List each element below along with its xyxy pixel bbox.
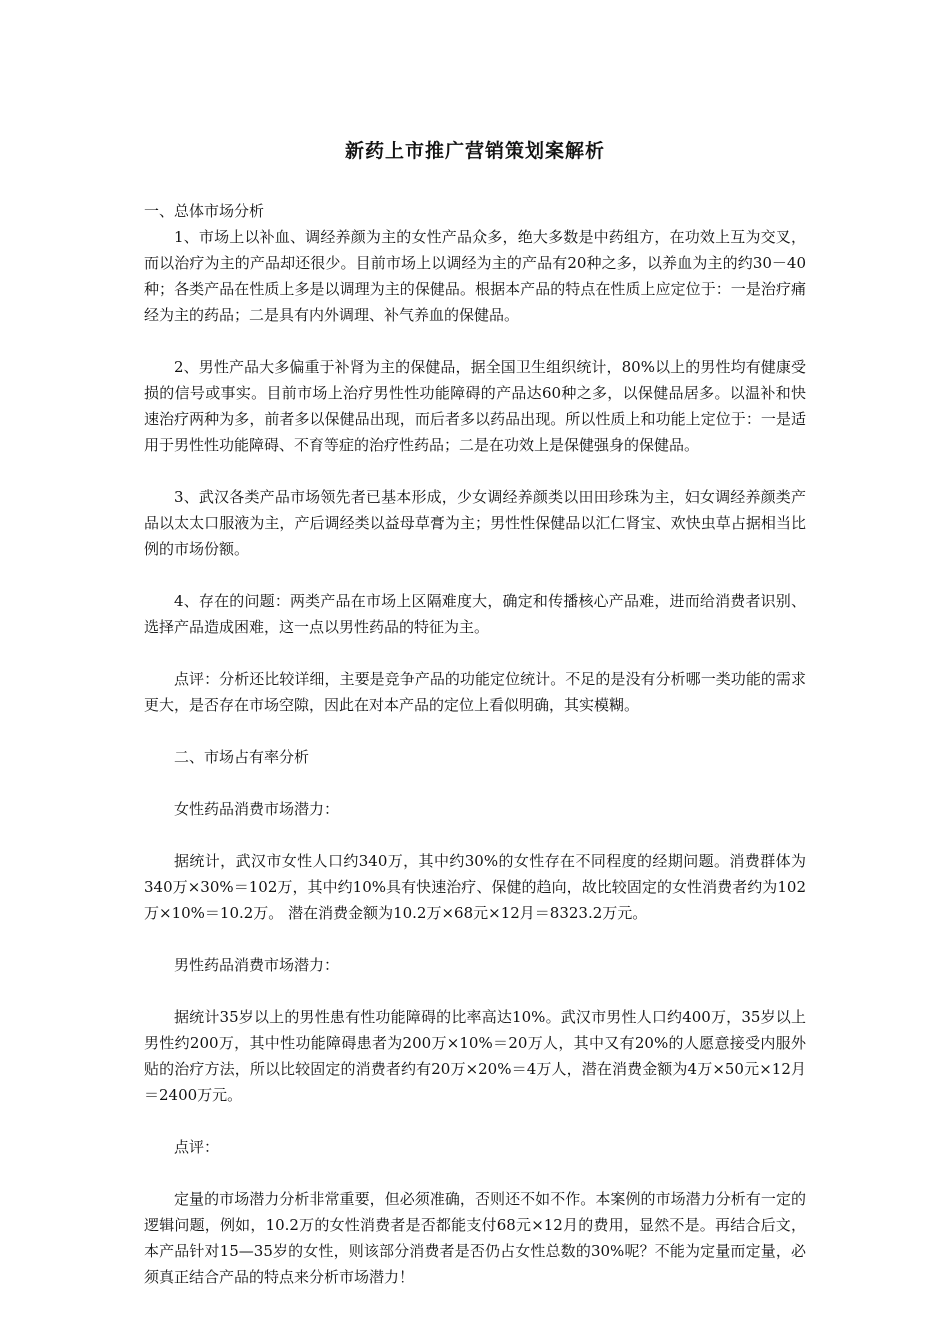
paragraph-female-products: 1、市场上以补血、调经养颜为主的女性产品众多，绝大多数是中药组方，在功效上互为交叉，而以治疗为主的产品却还很少。目前市场上以调经为主的产品有20种之多，以养血为主的约30－40种；各类产品在性质上多是以调理为主的保健品。根据本产品的特点在性质上应定位于：一是治疗痛经为主的药品；二是具有内外调理、补气养血的保健品。 [144,228,806,324]
paragraph-gap [144,770,806,796]
section-heading-market-analysis: 一、总体市场分析 [144,202,265,220]
paragraph-gap [144,926,806,952]
paragraph-male-products: 2、男性产品大多偏重于补肾为主的保健品，据全国卫生组织统计，80%以上的男性均有健康受损的信号或事实。目前市场上治疗男性性功能障碍的产品达60种之多，以保健品居多。以温补和快速治疗两种为多，前者多以保健品出现，而后者多以药品出现。所以性质上和功能上定位于：一是适用于男性性功能障碍、不育等症的治疗性药品；二是在功效上是保健强身的保健品。 [144,358,806,454]
document-title: 新药上市推广营销策划案解析 [344,140,605,162]
paragraph-gap [144,1108,806,1134]
paragraph-male-potential: 据统计35岁以上的男性患有性功能障碍的比率高达10%。武汉市男性人口约400万，35岁以上男性约200万，其中性功能障碍患者为200万×10%＝20万人，其中又有20%的人愿意接受内服外贴的治疗方法，所以比较固定的消费者约有20万×20%＝4万人，潜在消费金额为4万×50元×12月＝2400万元。 [144,1008,806,1104]
paragraph-gap [144,978,806,1004]
paragraph-gap [144,822,806,848]
paragraph-comment-1: 点评：分析还比较详细，主要是竞争产品的功能定位统计。不足的是没有分析哪一类功能的需求更大，是否存在市场空隙，因此在对本产品的定位上看似明确，其实模糊。 [144,670,806,714]
paragraph-gap [144,458,806,484]
paragraph-female-potential: 据统计，武汉市女性人口约340万，其中约30%的女性存在不同程度的经期问题。消费群体为340万×30%＝102万，其中约10%具有快速治疗、保健的趋向，故比较固定的女性消费者约为102万×10%＝10.2万。 潜在消费金额为10.2万×68元×12月＝8323.2万元。 [144,852,806,922]
subheading-female-potential: 女性药品消费市场潜力： [174,800,340,818]
paragraph-gap [144,718,806,744]
paragraph-market-leaders: 3、武汉各类产品市场领先者已基本形成，少女调经养颜类以田田珍珠为主，妇女调经养颜类产品以太太口服液为主，产后调经类以益母草膏为主；男性性保健品以汇仁肾宝、欢快虫草占据相当比例的市场份额。 [144,488,806,558]
paragraph-problems: 4、存在的问题：两类产品在市场上区隔难度大，确定和传播核心产品难，进而给消费者识别、选择产品造成困难，这一点以男性药品的特征为主。 [144,592,806,636]
paragraph-gap [144,562,806,588]
paragraph-gap [144,640,806,666]
section-heading-market-share: 二、市场占有率分析 [174,748,310,766]
comment-label-2: 点评： [174,1138,220,1156]
paragraph-gap [144,1160,806,1186]
document-page [144,0,806,1290]
subheading-male-potential: 男性药品消费市场潜力： [174,956,340,974]
paragraph-comment-2: 定量的市场潜力分析非常重要，但必须准确，否则还不如不作。本案例的市场潜力分析有一定的逻辑问题，例如，10.2万的女性消费者是否都能支付68元×12月的费用，显然不是。再结合后文，本产品针对15—35岁的女性，则该部分消费者是否仍占女性总数的30%呢？不能为定量而定量，必须真正结合产品的特点来分析市场潜力！ [144,1190,806,1286]
paragraph-gap [144,328,806,354]
